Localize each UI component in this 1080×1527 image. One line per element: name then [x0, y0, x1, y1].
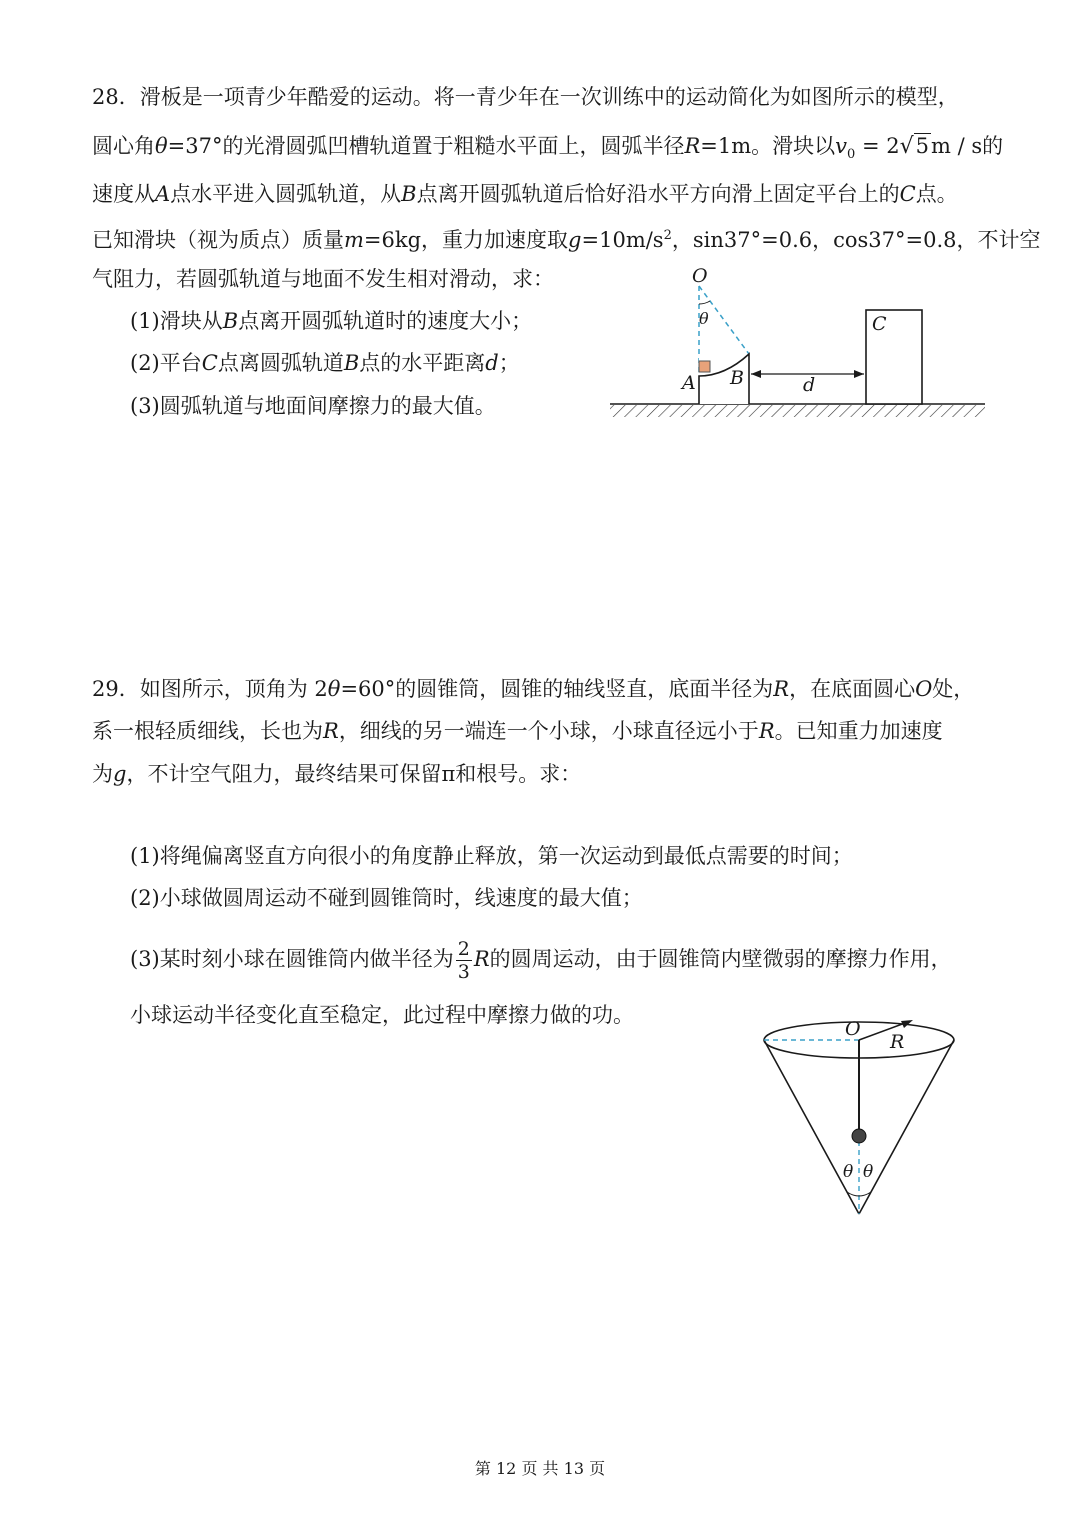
q28-line-5: 气阻力，若圆弧轨道与地面不发生相对滑动，求：	[92, 267, 554, 291]
q28-line-4: 已知滑块（视为质点）质量m=6kg，重力加速度取$g=10m/s^2$，sin37°=0.6，cos37°=0.8，不计空	[92, 228, 1041, 252]
q29-sub-1: (1)将绳偏离竖直方向很小的角度静止释放，第一次运动到最低点需要的时间；	[130, 844, 853, 868]
slider-block	[699, 361, 710, 372]
label-b: B	[730, 367, 744, 389]
q28-sub-3: (3)圆弧轨道与地面间摩擦力的最大值。	[130, 394, 496, 418]
label-theta: θ	[699, 309, 709, 328]
label-r: R	[890, 1031, 905, 1053]
q28-sub-2: (2)平台C点离圆弧轨道B点的水平距离d；	[130, 351, 520, 375]
arrow-head-left	[751, 370, 761, 378]
label-c: C	[872, 313, 887, 335]
q29-number: 29．	[92, 677, 140, 701]
theta-arc	[699, 301, 710, 304]
q29-sub-3-cont: 小球运动半径变化直至稳定，此过程中摩擦力做的功。	[130, 1003, 634, 1027]
label-theta-left: θ	[843, 1162, 854, 1182]
label-a: A	[682, 372, 696, 394]
q29-line-2: 系一根轻质细线，长也为R，细线的另一端连一个小球，小球直径远小于R。已知重力加速度	[92, 719, 943, 743]
q28-line-3: 速度从A点水平进入圆弧轨道，从B点离开圆弧轨道后恰好沿水平方向滑上固定平台上的C点。	[92, 182, 958, 206]
cone-side-right	[859, 1040, 954, 1214]
cone-side-left	[764, 1040, 859, 1214]
label-d: d	[803, 374, 816, 396]
q29-line-1: 29．如图所示，顶角为 2θ=60°的圆锥筒，圆锥的轴线竖直，底面半径为R，在底面圆心O处，	[92, 677, 975, 701]
q28-sub-1: (1)滑块从B点离开圆弧轨道时的速度大小；	[130, 309, 533, 333]
small-ball	[852, 1129, 866, 1143]
current-page: 12	[496, 1459, 517, 1478]
label-o: O	[845, 1018, 861, 1040]
radius-arrow-head	[901, 1020, 913, 1028]
q28-number: 28．	[92, 85, 140, 109]
fraction-two-thirds: $\frac{2}{3}$	[457, 938, 470, 983]
q29-sub-3: (3)某时刻小球在圆锥筒内做半径为 $\frac{2}{3}$ R的圆周运动，由于圆锥筒内壁微弱的摩擦力作用，	[130, 938, 952, 983]
q29-line-3: 为g，不计空气阻力，最终结果可保留π和根号。求：	[92, 762, 582, 786]
q28-line-1: 28．滑板是一项青少年酷爱的运动。将一青少年在一次训练中的运动简化为如图所示的模型，	[92, 85, 959, 109]
q28-figure	[600, 260, 1000, 430]
arrow-head-right	[854, 370, 864, 378]
q29-figure	[755, 1010, 965, 1225]
q28-line-2: 圆心角θ=37°的光滑圆弧凹槽轨道置于粗糙水平面上，圆弧半径R=1m。滑块以$v_0 = 2√5m / s$的	[92, 134, 1004, 163]
page-footer: 第 12 页 共 13 页	[474, 1459, 606, 1478]
q29-sub-2: (2)小球做圆周运动不碰到圆锥筒时，线速度的最大值；	[130, 886, 643, 910]
label-o: O	[692, 265, 708, 287]
total-pages: 13	[563, 1459, 584, 1478]
ground-hatch	[610, 405, 985, 417]
label-theta-right: θ	[863, 1162, 874, 1182]
